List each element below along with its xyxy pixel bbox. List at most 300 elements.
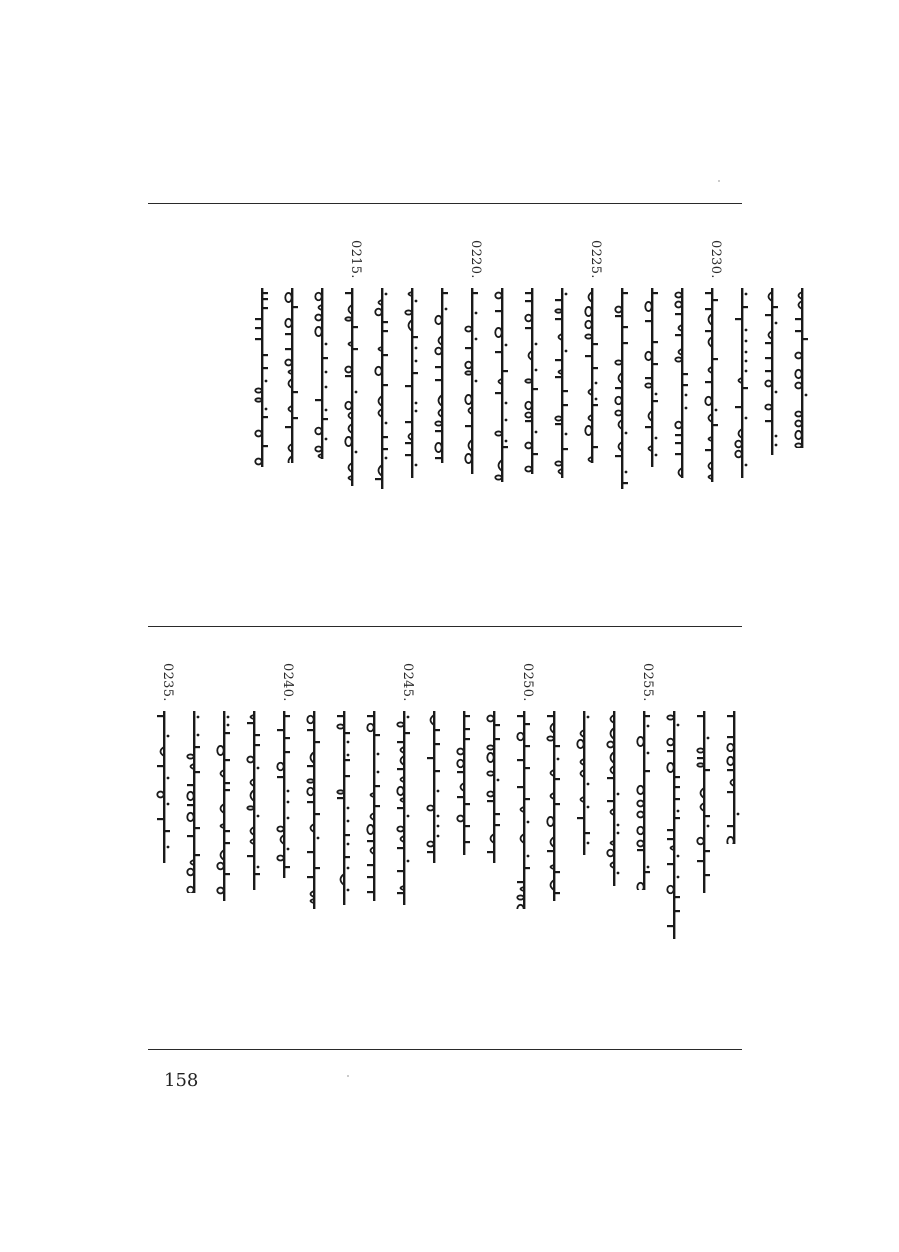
- script-stroke: [675, 422, 681, 429]
- script-stroke: [397, 847, 404, 849]
- line-number: 0225.: [588, 240, 603, 279]
- script-stroke: [525, 379, 531, 382]
- script-stroke: [344, 732, 350, 734]
- script-stroke: [397, 807, 404, 809]
- script-stem: [163, 711, 165, 863]
- upper-verse-block: [253, 240, 812, 620]
- mongolian-script-line: [614, 288, 630, 489]
- script-stroke: [374, 785, 380, 787]
- script-stroke: [347, 741, 350, 744]
- text-line: [733, 240, 752, 620]
- script-stroke: [765, 420, 772, 422]
- script-stem: [471, 288, 473, 474]
- script-stroke: [307, 779, 313, 782]
- script-stroke: [562, 448, 568, 450]
- script-stroke: [337, 797, 344, 799]
- line-number: 0240.: [280, 663, 295, 702]
- script-stroke: [224, 782, 230, 784]
- script-stroke: [194, 771, 200, 773]
- script-stroke: [495, 431, 501, 435]
- script-stroke: [322, 357, 328, 359]
- script-stroke: [405, 385, 412, 387]
- script-stroke: [397, 787, 403, 795]
- script-stroke: [565, 350, 568, 353]
- script-stroke: [412, 372, 418, 374]
- script-stroke: [315, 293, 321, 301]
- script-stem: [703, 711, 705, 893]
- mongolian-script-line: [284, 288, 300, 463]
- script-stem: [711, 288, 713, 482]
- script-stroke: [647, 866, 650, 869]
- script-stroke: [677, 724, 680, 727]
- script-stroke: [345, 317, 351, 320]
- script-stroke: [322, 418, 328, 420]
- script-stroke: [775, 435, 778, 438]
- script-stroke: [652, 341, 658, 343]
- script-stroke: [367, 724, 373, 732]
- line-number: 0220.: [468, 240, 483, 279]
- script-stroke: [585, 426, 591, 435]
- script-stroke: [487, 800, 494, 802]
- script-stroke: [555, 318, 562, 320]
- script-stroke: [187, 887, 193, 893]
- text-line: [583, 240, 602, 620]
- script-stroke: [675, 313, 682, 315]
- script-stroke: [284, 751, 290, 753]
- script-stroke: [385, 457, 388, 460]
- script-stroke: [517, 905, 523, 909]
- script-stroke: [707, 825, 710, 828]
- script-stroke: [532, 388, 538, 390]
- script-stroke: [607, 800, 614, 802]
- script-stroke: [187, 792, 193, 800]
- script-stroke: [555, 376, 562, 378]
- script-stroke: [705, 397, 711, 405]
- script-stroke: [645, 377, 652, 379]
- script-stroke: [674, 910, 680, 912]
- mongolian-script-line: [426, 711, 442, 863]
- script-stroke: [224, 830, 230, 832]
- script-stroke: [257, 815, 260, 818]
- script-stem: [313, 711, 315, 909]
- script-stroke: [674, 817, 680, 819]
- script-stroke: [325, 438, 328, 441]
- script-stroke: [524, 745, 530, 747]
- script-stroke: [435, 421, 441, 425]
- script-stroke: [527, 821, 530, 824]
- script-stroke: [382, 448, 388, 450]
- script-stroke: [565, 433, 568, 436]
- script-stem: [523, 711, 525, 909]
- script-stroke: [367, 876, 374, 878]
- script-stroke: [547, 736, 553, 740]
- script-stroke: [247, 722, 254, 724]
- script-stroke: [307, 788, 313, 796]
- script-stroke: [775, 444, 778, 447]
- script-stroke: [644, 871, 650, 873]
- script-stroke: [367, 864, 374, 866]
- script-stroke: [497, 779, 500, 782]
- line-number: 0250.: [520, 663, 535, 702]
- script-stroke: [745, 340, 748, 343]
- script-stroke: [167, 846, 170, 849]
- script-stroke: [677, 876, 680, 879]
- script-stroke: [217, 746, 223, 755]
- script-stroke: [314, 867, 320, 869]
- script-stroke: [745, 351, 748, 354]
- script-stroke: [795, 318, 802, 320]
- script-stroke: [262, 354, 268, 356]
- script-stroke: [647, 725, 650, 728]
- script-stroke: [592, 446, 598, 448]
- script-stroke: [487, 745, 493, 749]
- script-stroke: [285, 426, 292, 428]
- script-stroke: [645, 426, 652, 428]
- script-stroke: [577, 740, 583, 748]
- script-stroke: [224, 873, 230, 875]
- script-stroke: [347, 820, 350, 823]
- script-stroke: [652, 363, 658, 365]
- script-stroke: [255, 338, 262, 340]
- script-stroke: [525, 467, 531, 472]
- script-stroke: [187, 804, 194, 806]
- script-stroke: [727, 715, 734, 717]
- script-stroke: [262, 416, 268, 418]
- script-stroke: [157, 715, 164, 717]
- script-stroke: [367, 891, 374, 893]
- mongolian-script-line: [494, 288, 510, 482]
- mongolian-script-line: [344, 288, 360, 486]
- script-stroke: [367, 825, 373, 834]
- script-stroke: [765, 314, 772, 316]
- script-stroke: [345, 437, 351, 446]
- script-stroke: [415, 347, 418, 350]
- text-line: [575, 663, 594, 1043]
- script-stroke: [802, 338, 808, 340]
- script-stroke: [625, 432, 628, 435]
- script-stroke: [352, 348, 358, 350]
- script-stroke: [517, 733, 523, 741]
- script-stroke: [547, 850, 554, 852]
- script-stroke: [727, 744, 733, 752]
- script-stroke: [217, 863, 223, 870]
- text-line: [763, 240, 782, 620]
- text-line: [545, 663, 564, 1043]
- script-stroke: [697, 763, 703, 766]
- script-stroke: [405, 454, 412, 456]
- script-stroke: [385, 293, 388, 296]
- script-stroke: [525, 327, 532, 329]
- script-stroke: [547, 715, 554, 717]
- top-rule: [148, 203, 742, 204]
- mongolian-script-line: [306, 711, 322, 909]
- script-stem: [411, 288, 413, 478]
- script-stroke: [315, 428, 321, 435]
- text-line: [365, 663, 384, 1043]
- script-stroke: [277, 729, 284, 731]
- script-stroke: [675, 434, 682, 436]
- script-stroke: [197, 716, 200, 719]
- script-stroke: [795, 412, 801, 417]
- script-stroke: [344, 759, 350, 761]
- script-stroke: [705, 381, 712, 383]
- mongolian-script-line: [516, 711, 532, 909]
- script-stroke: [465, 425, 472, 427]
- script-stroke: [505, 402, 508, 405]
- script-stroke: [675, 302, 681, 308]
- script-stroke: [187, 754, 193, 758]
- script-stroke: [337, 724, 343, 728]
- script-stroke: [427, 757, 434, 759]
- script-stroke: [397, 827, 403, 832]
- script-stroke: [247, 806, 253, 809]
- script-stroke: [675, 453, 682, 455]
- script-stroke: [592, 367, 598, 369]
- script-stroke: [735, 441, 741, 448]
- script-stroke: [795, 421, 801, 427]
- script-stroke: [487, 792, 493, 797]
- text-line: [335, 663, 354, 1043]
- script-stroke: [644, 770, 650, 772]
- script-stroke: [382, 330, 388, 332]
- script-stem: [673, 711, 675, 939]
- script-stroke: [382, 436, 388, 438]
- text-line: [403, 240, 422, 620]
- script-stroke: [745, 370, 748, 373]
- script-stroke: [464, 715, 470, 717]
- script-stroke: [697, 838, 703, 845]
- script-stroke: [667, 763, 673, 772]
- script-stem: [261, 288, 263, 467]
- script-stroke: [257, 767, 260, 770]
- script-stroke: [317, 837, 320, 840]
- script-stroke: [674, 776, 680, 778]
- script-stroke: [667, 838, 674, 840]
- script-stroke: [265, 408, 268, 411]
- script-stroke: [487, 771, 493, 775]
- script-stroke: [555, 309, 561, 312]
- mongolian-script-line: [576, 711, 592, 855]
- mongolian-script-line: [374, 288, 390, 489]
- script-stroke: [727, 837, 733, 844]
- script-stroke: [287, 848, 290, 851]
- script-stroke: [465, 454, 471, 463]
- script-stroke: [255, 388, 261, 392]
- script-stroke: [617, 872, 620, 875]
- script-stroke: [735, 406, 742, 408]
- script-stroke: [277, 776, 284, 778]
- text-line: [455, 663, 474, 1043]
- script-stroke: [704, 874, 710, 876]
- script-stroke: [435, 366, 442, 368]
- script-stroke: [397, 870, 404, 872]
- script-stroke: [652, 400, 658, 402]
- script-stroke: [765, 405, 771, 410]
- paper-speck: [347, 1075, 349, 1077]
- script-stroke: [697, 757, 704, 759]
- script-stroke: [765, 370, 772, 372]
- script-stroke: [355, 391, 358, 394]
- script-stroke: [427, 842, 433, 847]
- script-stroke: [587, 783, 590, 786]
- mongolian-script-line: [246, 711, 262, 890]
- script-stroke: [407, 815, 410, 818]
- script-stroke: [637, 849, 644, 851]
- text-line: [395, 663, 414, 1043]
- script-stroke: [325, 371, 328, 374]
- script-stroke: [314, 813, 320, 815]
- script-stroke: [525, 413, 531, 418]
- text-line: [703, 240, 722, 620]
- script-stroke: [437, 815, 440, 818]
- script-stroke: [675, 293, 681, 298]
- script-stroke: [397, 768, 404, 770]
- script-stroke: [265, 380, 268, 383]
- script-stroke: [495, 392, 502, 394]
- script-stroke: [487, 851, 494, 853]
- script-stroke: [277, 856, 283, 861]
- script-stroke: [675, 357, 681, 361]
- script-stroke: [555, 299, 562, 301]
- script-stroke: [525, 300, 532, 302]
- script-stroke: [415, 402, 418, 405]
- script-stroke: [284, 715, 290, 717]
- script-stroke: [345, 402, 351, 410]
- script-stroke: [595, 398, 598, 401]
- script-stroke: [224, 759, 230, 761]
- mongolian-script-line: [666, 711, 682, 939]
- script-stroke: [377, 753, 380, 756]
- mongolian-script-line: [456, 711, 472, 855]
- script-stroke: [347, 867, 350, 870]
- script-stroke: [292, 391, 298, 393]
- script-stroke: [475, 338, 478, 341]
- script-stroke: [554, 871, 560, 873]
- script-stroke: [675, 334, 682, 336]
- text-line: [695, 663, 714, 1043]
- script-stroke: [735, 451, 741, 458]
- script-stroke: [745, 464, 748, 467]
- script-stroke: [615, 315, 622, 317]
- script-stroke: [405, 310, 411, 314]
- text-line: [515, 663, 534, 1043]
- script-stroke: [435, 430, 442, 432]
- script-stroke: [637, 812, 643, 818]
- script-stroke: [502, 370, 508, 372]
- script-stroke: [224, 842, 230, 844]
- script-stroke: [617, 824, 620, 827]
- text-line: [673, 240, 692, 620]
- script-stroke: [307, 801, 314, 803]
- script-stroke: [667, 886, 673, 894]
- lower-verse-block: [155, 663, 744, 1043]
- script-stroke: [685, 394, 688, 397]
- script-stroke: [475, 380, 478, 383]
- script-stroke: [625, 471, 628, 474]
- script-stroke: [637, 786, 643, 794]
- script-stroke: [637, 827, 643, 835]
- script-stroke: [727, 736, 734, 738]
- script-stroke: [407, 860, 410, 863]
- script-stroke: [415, 360, 418, 363]
- script-stroke: [487, 716, 493, 722]
- script-stroke: [697, 748, 703, 752]
- script-stroke: [524, 867, 530, 869]
- script-stroke: [197, 734, 200, 737]
- script-stroke: [622, 292, 628, 294]
- script-stroke: [525, 315, 531, 322]
- script-stroke: [344, 834, 350, 836]
- script-stroke: [682, 373, 688, 375]
- mongolian-script-line: [216, 711, 232, 901]
- script-stroke: [555, 359, 562, 361]
- script-stroke: [374, 734, 380, 736]
- script-stroke: [712, 424, 718, 426]
- script-stroke: [495, 293, 501, 299]
- paper-speck: [718, 180, 720, 182]
- bottom-rule: [148, 1049, 742, 1050]
- script-stroke: [157, 818, 164, 820]
- script-stem: [493, 711, 495, 863]
- script-stroke: [667, 750, 674, 752]
- mongolian-script-line: [396, 711, 412, 905]
- script-stroke: [495, 328, 501, 337]
- script-stroke: [255, 327, 262, 329]
- script-stroke: [644, 715, 650, 717]
- script-stroke: [377, 771, 380, 774]
- mongolian-script-line: [554, 288, 570, 478]
- script-stroke: [727, 769, 734, 771]
- script-stroke: [735, 318, 742, 320]
- script-stroke: [554, 803, 560, 805]
- script-stroke: [655, 393, 658, 396]
- script-stroke: [517, 895, 523, 899]
- mongolian-script-line: [734, 288, 750, 478]
- script-stroke: [345, 292, 352, 294]
- middle-rule: [148, 626, 742, 627]
- script-stroke: [397, 892, 404, 894]
- script-stroke: [347, 843, 350, 846]
- script-stroke: [435, 348, 441, 355]
- text-line: [305, 663, 324, 1043]
- text-line: [283, 240, 302, 620]
- script-stroke: [465, 327, 471, 332]
- script-stroke: [527, 855, 530, 858]
- script-stroke: [344, 775, 350, 777]
- script-stroke: [434, 743, 440, 745]
- script-stroke: [705, 449, 712, 451]
- script-stroke: [157, 792, 163, 798]
- script-stroke: [475, 312, 478, 315]
- script-stroke: [525, 420, 532, 422]
- script-stroke: [637, 841, 643, 847]
- mongolian-script-line: [366, 711, 382, 901]
- script-stroke: [325, 343, 328, 346]
- script-stroke: [674, 786, 680, 788]
- text-line: [725, 663, 744, 1043]
- script-stroke: [674, 896, 680, 898]
- script-stroke: [645, 352, 651, 360]
- text-line: [185, 663, 204, 1043]
- script-stroke: [437, 790, 440, 793]
- script-stroke: [652, 292, 658, 294]
- script-stroke: [487, 753, 493, 762]
- script-stroke: [194, 854, 200, 856]
- script-stroke: [674, 798, 680, 800]
- script-stroke: [647, 752, 650, 755]
- script-stroke: [704, 815, 710, 817]
- script-stroke: [655, 454, 658, 457]
